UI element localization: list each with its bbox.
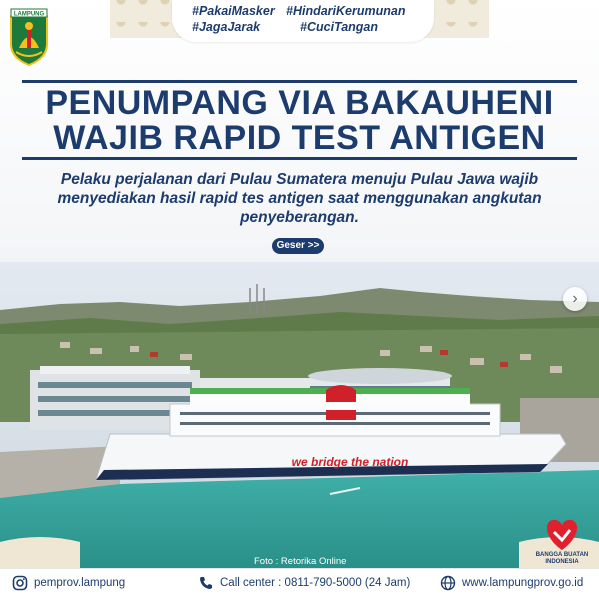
headline-rule-bottom <box>22 157 577 160</box>
footer-website[interactable]: www.lampungprov.go.id <box>462 577 584 589</box>
footer-call-center[interactable]: Call center : 0811-790-5000 (24 Jam) <box>220 577 411 589</box>
lampung-logo <box>8 8 50 68</box>
lampung-logo-text: LAMPUNG <box>13 11 45 18</box>
footer <box>0 568 599 598</box>
photo-credit: Foto : Retorika Online <box>254 556 347 567</box>
hashtag: #CuciTangan <box>300 20 379 34</box>
phone-icon <box>198 575 214 591</box>
next-slide-button[interactable]: › <box>563 287 587 311</box>
hashtag: #HindariKerumunan <box>286 4 406 18</box>
headline-rule-top <box>22 80 577 83</box>
hashtag: #JagaJarak <box>192 20 261 34</box>
swipe-button[interactable]: Geser >> <box>272 238 324 254</box>
headline-line-2: WAJIB RAPID TEST ANTIGEN <box>53 119 546 157</box>
headline-line-1: PENUMPANG VIA BAKAUHENI <box>45 84 554 122</box>
instagram-icon <box>12 575 28 591</box>
campaign-logo-text: BANGGA BUATAN INDONESIA <box>535 552 589 565</box>
globe-icon <box>440 575 456 591</box>
description-text: Pelaku perjalanan dari Pulau Sumatera menuju Pulau Jawa wajib menyediakan hasil rapid tes antigen saat menggunakan angkutan penyeberangan. <box>57 171 542 226</box>
footer-instagram[interactable]: pemprov.lampung <box>34 577 126 589</box>
harbor-photo <box>0 262 599 568</box>
ship-slogan: we bridge the nation <box>291 455 409 469</box>
hashtag: #PakaiMasker <box>192 4 275 18</box>
